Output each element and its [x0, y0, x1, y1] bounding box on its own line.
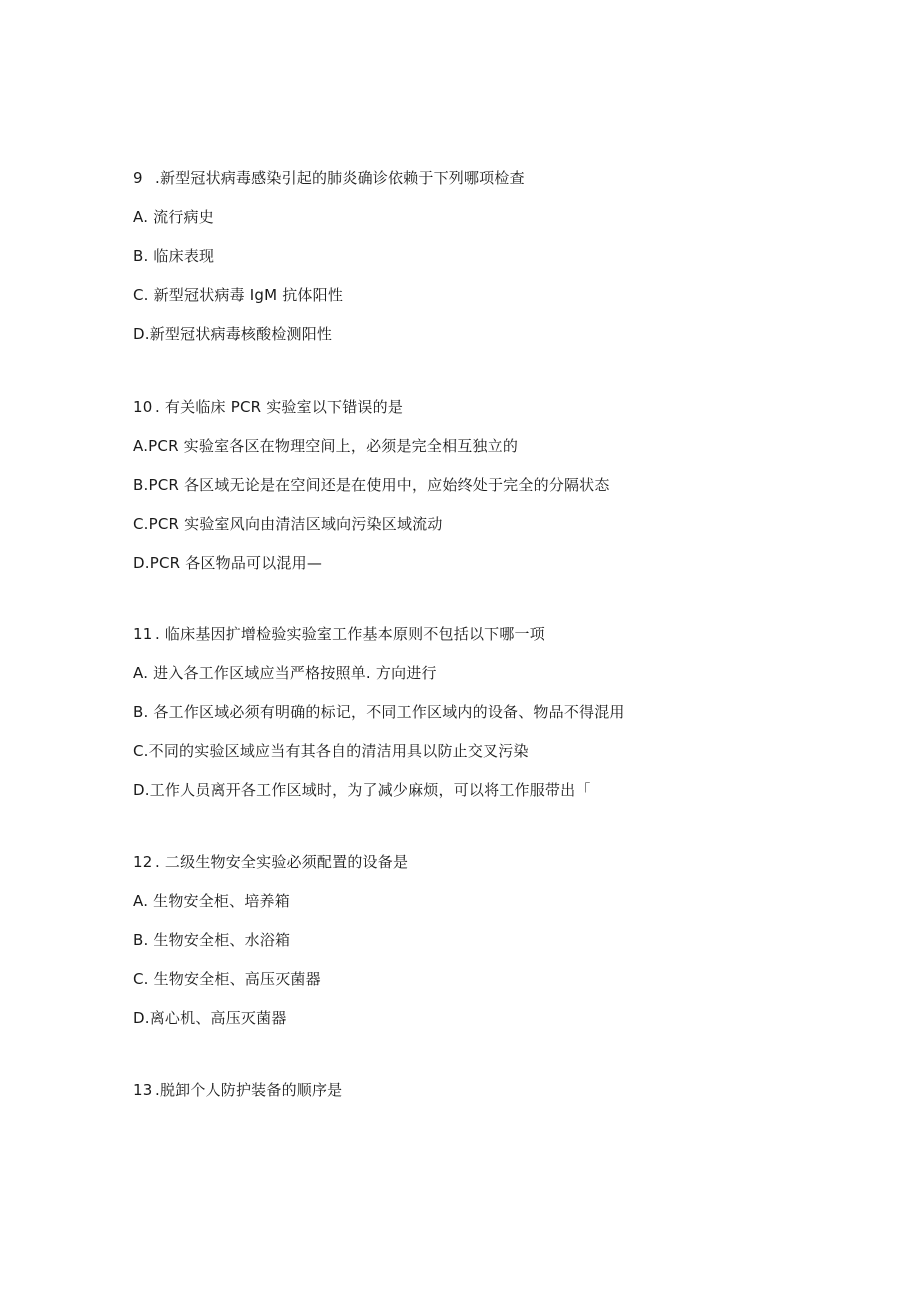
- question-number: 10: [133, 398, 153, 416]
- option-c: C.PCR 实验室风向由清洁区域向污染区域流动: [133, 515, 443, 533]
- option-a: A. 流行病史: [133, 208, 214, 226]
- option-d: D.新型冠状病毒核酸检测阳性: [133, 325, 333, 343]
- option-a: A. 生物安全柜、培养箱: [133, 892, 290, 910]
- option-d: D.离心机、高压灭菌器: [133, 1009, 287, 1027]
- option-c: C. 生物安全柜、高压灭菌器: [133, 970, 321, 988]
- question-text: .新型冠状病毒感染引起的肺炎确诊依赖于下列哪项检查: [155, 169, 525, 187]
- option-c: C. 新型冠状病毒 IgM 抗体阳性: [133, 286, 344, 304]
- question-11: [133, 624, 833, 819]
- option-b: B. 生物安全柜、水浴箱: [133, 931, 291, 949]
- question-text: . 临床基因扩增检验实验室工作基本原则不包括以下哪一项: [155, 625, 545, 643]
- option-b: B. 临床表现: [133, 247, 215, 265]
- option-a: A. 进入各工作区域应当严格按照单. 方向进行: [133, 664, 437, 682]
- question-number: 11: [133, 625, 153, 643]
- question-text: . 有关临床 PCR 实验室以下错误的是: [155, 398, 404, 416]
- option-c: C.不同的实验区域应当有其各自的清洁用具以防止交叉污染: [133, 742, 529, 760]
- option-b: B. 各工作区域必须有明确的标记，不同工作区域内的设备、物品不得混用: [133, 703, 625, 721]
- question-stem: [133, 624, 833, 644]
- option-a: A.PCR 实验室各区在物理空间上，必须是完全相互独立的: [133, 437, 519, 455]
- question-stem: [133, 168, 833, 188]
- question-stem: [133, 1080, 833, 1100]
- question-stem: [133, 852, 833, 872]
- option-d: D.PCR 各区物品可以混用—: [133, 554, 323, 572]
- option-b: B.PCR 各区域无论是在空间还是在使用中，应始终处于完全的分隔状态: [133, 476, 610, 494]
- question-number: 13: [133, 1081, 153, 1099]
- question-12: [133, 852, 833, 1047]
- question-number: 12: [133, 853, 153, 871]
- question-9: [133, 168, 833, 363]
- question-number: 9: [133, 169, 143, 187]
- question-text: .脱卸个人防护装备的顺序是: [155, 1081, 343, 1099]
- option-d: D.工作人员离开各工作区域时，为了减少麻烦，可以将工作服带出「: [133, 781, 591, 799]
- question-13: [133, 1080, 833, 1119]
- question-text: . 二级生物安全实验必须配置的设备是: [155, 853, 409, 871]
- question-stem: [133, 397, 833, 417]
- question-10: [133, 397, 833, 592]
